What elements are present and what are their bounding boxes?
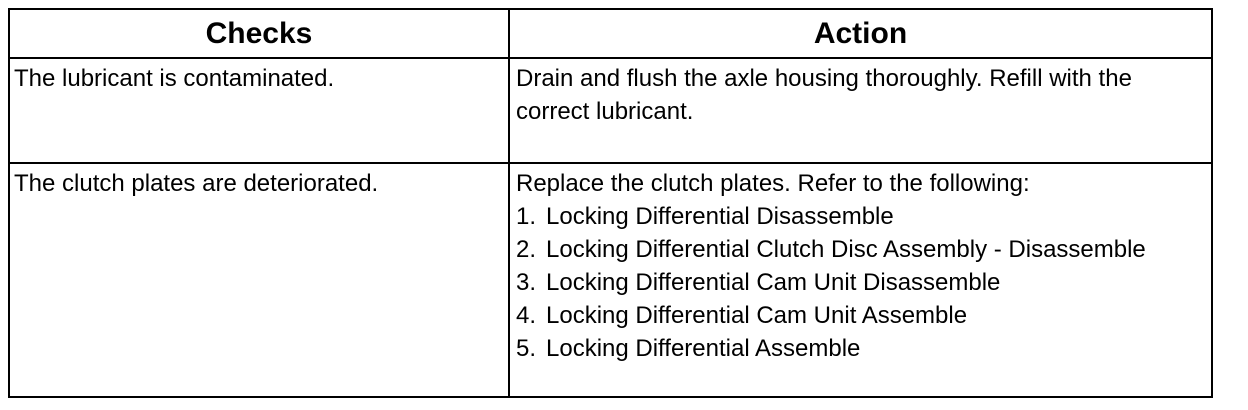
step-number: 2. xyxy=(516,236,537,263)
action-header: Action xyxy=(509,9,1212,58)
table-row xyxy=(9,163,1212,397)
step-link[interactable]: Locking Differential Clutch Disc Assembly - Disassemble xyxy=(546,236,1146,263)
action-cell xyxy=(509,58,1212,163)
step-link[interactable]: Locking Differential Assemble xyxy=(546,335,861,362)
step-number: 1. xyxy=(516,203,537,230)
step-number: 4. xyxy=(516,302,537,329)
action-text: Drain and flush the axle housing thoroughly. Refill with the correct lubricant. xyxy=(516,65,1132,125)
action-content xyxy=(510,164,1211,365)
table-row xyxy=(9,58,1212,163)
step-link[interactable]: Locking Differential Cam Unit Disassemble xyxy=(546,269,1001,296)
step-number: 3. xyxy=(516,269,537,296)
procedure-step xyxy=(516,233,1207,266)
check-text: The clutch plates are deteriorated. xyxy=(14,170,379,197)
table-header-row xyxy=(9,9,1212,58)
check-cell xyxy=(9,58,509,163)
step-link[interactable]: Locking Differential Cam Unit Assemble xyxy=(546,302,968,329)
step-link[interactable]: Locking Differential Disassemble xyxy=(546,203,894,230)
check-cell xyxy=(9,163,509,397)
step-number: 5. xyxy=(516,335,537,362)
procedure-step xyxy=(516,299,1207,332)
procedure-step xyxy=(516,200,1207,233)
action-intro: Replace the clutch plates. Refer to the following: xyxy=(516,170,1030,197)
action-cell xyxy=(509,163,1212,397)
procedure-step xyxy=(516,332,1207,365)
checks-header: Checks xyxy=(9,9,509,58)
procedure-step xyxy=(516,266,1207,299)
diagnostic-table xyxy=(8,8,1213,398)
check-text: The lubricant is contaminated. xyxy=(14,65,335,92)
